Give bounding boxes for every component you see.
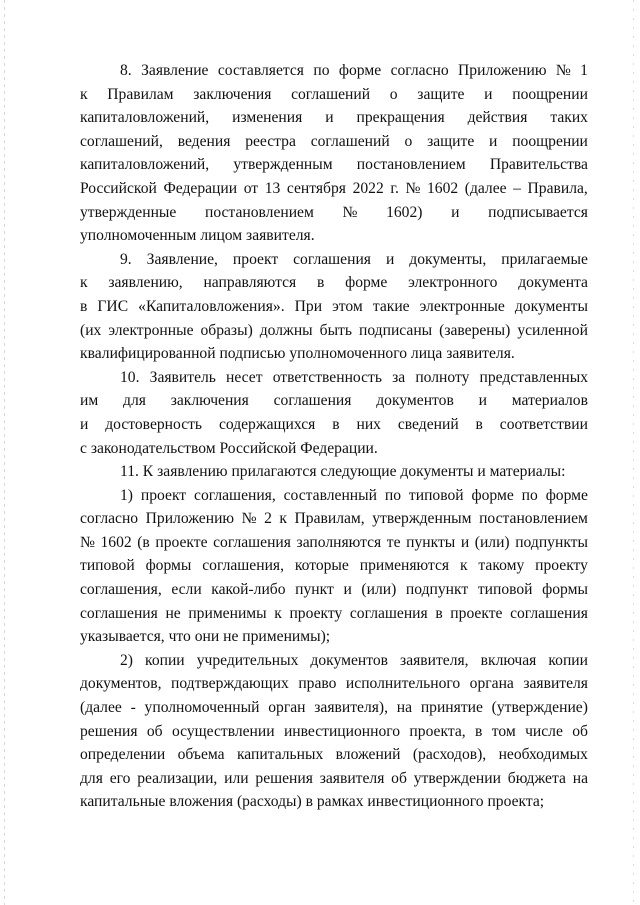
word: ГИС [97, 297, 129, 315]
word: формы [542, 581, 588, 599]
word: Правилам [107, 85, 174, 103]
word: подписаны [358, 321, 433, 339]
word: и [478, 392, 487, 410]
word: материалов [511, 392, 588, 410]
word: о [404, 132, 413, 150]
text-line [80, 743, 588, 767]
word: быть [319, 321, 352, 339]
text-line [80, 649, 588, 673]
text-line [80, 248, 588, 272]
word: соглашения [510, 604, 588, 622]
word: и [460, 533, 470, 551]
word: 2) [120, 651, 133, 669]
word: проекта, [409, 722, 466, 740]
word: 8. [120, 62, 132, 79]
word: такому [478, 557, 525, 575]
word: усиленной [517, 321, 588, 339]
word: согласно [390, 62, 449, 79]
word: капиталовложений, [80, 109, 210, 127]
word: 10. [120, 368, 140, 386]
word: об [146, 722, 163, 740]
word: принятие [420, 699, 483, 717]
word: проект [232, 250, 279, 268]
text-line [80, 578, 588, 602]
word: достоверность [105, 415, 203, 433]
text-line [80, 201, 588, 225]
word: подтверждающих [170, 675, 289, 693]
word: капитальных [236, 746, 324, 764]
word: заявлению, [108, 274, 183, 292]
word: должны [259, 321, 313, 339]
word: 2022 [352, 179, 384, 197]
text-line: указывается, что они не применимы); [80, 628, 331, 646]
word: по [313, 62, 330, 79]
word: 1602) [386, 203, 423, 221]
word: пункты [406, 533, 456, 551]
word: к [80, 85, 88, 103]
word: постановлением [204, 203, 314, 221]
word: представленных [479, 368, 588, 386]
word: и [489, 132, 498, 150]
word: 1) [120, 486, 133, 504]
word: том [491, 722, 516, 740]
word: составляется [217, 62, 304, 79]
text-line [80, 366, 588, 390]
word: поощрении [512, 132, 588, 150]
word: Федерации [163, 179, 238, 197]
word: Заявление, [146, 250, 218, 268]
word: и [385, 250, 395, 268]
word: документов, [80, 675, 162, 693]
word: 2 [264, 510, 272, 528]
word: к [274, 604, 282, 622]
scan-edge-right [633, 0, 634, 905]
word: осуществлении [171, 722, 275, 740]
word: утвержденные [80, 203, 177, 221]
word: уполномоченный [144, 699, 260, 717]
word: от [243, 179, 259, 197]
text-line: квалифицированной подписью уполномоченного лица заявителя. [80, 345, 515, 363]
word: поощрении [512, 85, 588, 103]
word: такие [372, 297, 410, 315]
word: – [513, 179, 521, 197]
word: № [241, 510, 257, 528]
text-line [80, 672, 588, 696]
word: форме [345, 274, 388, 292]
word: соглашения [349, 604, 428, 622]
word: № [342, 203, 358, 221]
word: 13 [264, 179, 281, 197]
paragraph-10 [80, 366, 588, 460]
word: сведений [397, 415, 459, 433]
word: подписывается [488, 203, 588, 221]
word: проект [140, 486, 187, 504]
text-line [80, 767, 588, 791]
word: соглашения, [194, 486, 276, 504]
word: составленный [283, 486, 377, 504]
word: в [475, 415, 483, 433]
paragraph-9 [80, 248, 588, 366]
text-line: капитальные вложения (расходы) в рамках инвестиционного проекта; [80, 793, 545, 811]
word: вложений [335, 746, 401, 764]
paragraph-8 [80, 59, 588, 248]
word: копии [145, 651, 185, 669]
word: в [475, 722, 483, 740]
word: о [389, 85, 398, 103]
list-item-2 [80, 649, 588, 814]
word: заявителя), [314, 699, 388, 717]
word: согласно [80, 510, 139, 528]
word: (или) [361, 581, 397, 599]
word: (или) [474, 533, 510, 551]
word: типовой [80, 557, 135, 575]
word: заполняются [296, 533, 382, 551]
scan-edge-left [4, 0, 5, 905]
word: документы, [409, 250, 487, 268]
word: капиталовложений, [80, 156, 210, 174]
word: Заявление [141, 62, 209, 79]
word: защите [427, 132, 475, 150]
word: определении [80, 746, 166, 764]
word: проекте [450, 604, 503, 622]
word: право [298, 675, 337, 693]
text-line [80, 153, 588, 177]
word: необходимых [498, 746, 588, 764]
word: них [356, 415, 381, 433]
word: соглашения, [80, 581, 162, 599]
word: Правительства [489, 156, 588, 174]
word: несет [226, 368, 263, 386]
word: содержащихся [218, 415, 316, 433]
word: полноту [415, 368, 470, 386]
word: постановлением [479, 510, 588, 528]
document-body [80, 59, 588, 814]
word: (далее [80, 699, 122, 717]
text-line [80, 484, 588, 508]
word: сентября [286, 179, 346, 197]
word: по [384, 486, 402, 504]
word: (в [137, 533, 150, 551]
word: действия [467, 109, 528, 127]
word: и [325, 109, 334, 127]
word: - [130, 699, 136, 717]
word: утвержденным [372, 510, 472, 528]
text-line: уполномоченным лицом заявителя. [80, 227, 315, 245]
word: к [80, 274, 88, 292]
text-line: 11. К заявлению прилагаются следующие документы и материалы: [120, 463, 566, 481]
word: решения [255, 769, 313, 787]
word: форме [338, 62, 382, 79]
word: и [343, 581, 352, 599]
word: типовой [408, 486, 464, 504]
word: Заявитель [149, 368, 216, 386]
word: (далее [464, 179, 507, 197]
word: в [80, 297, 88, 315]
word: реестра [245, 132, 296, 150]
word: г. [390, 179, 399, 197]
text-line [80, 389, 588, 413]
word: заключения [193, 85, 272, 103]
text-line [80, 507, 588, 531]
text-line [80, 319, 588, 343]
word: в [435, 604, 443, 622]
word: защите [417, 85, 465, 103]
word: соглашения, [202, 557, 284, 575]
word: изменения [232, 109, 303, 127]
word: этом [332, 297, 363, 315]
word: и [451, 203, 460, 221]
word: ответственность [272, 368, 382, 386]
word: не [165, 604, 181, 622]
word: исполнительного [345, 675, 461, 693]
word: № [405, 179, 421, 197]
word: утверждении [413, 769, 501, 787]
word: Правилам, [294, 510, 365, 528]
word: соглашения [80, 604, 158, 622]
word: форме [471, 486, 514, 504]
text-line [80, 177, 588, 201]
text-line [80, 83, 588, 107]
word: подпункты [515, 533, 588, 551]
word: При [294, 297, 323, 315]
word: к [279, 510, 287, 528]
word: или [224, 769, 249, 787]
word: для [80, 769, 103, 787]
word: и [484, 85, 493, 103]
word: (расходов), [412, 746, 487, 764]
word: соглашения [273, 392, 352, 410]
word: если [171, 581, 202, 599]
text-line [80, 295, 588, 319]
word: документа [518, 274, 588, 292]
word: документов [310, 651, 388, 669]
word: по [521, 486, 538, 504]
word: применяются [359, 557, 450, 575]
word: (заверены) [439, 321, 511, 339]
word: соответствии [499, 415, 588, 433]
word: утвержденным [233, 156, 333, 174]
word: прекращения [356, 109, 445, 127]
word: объема [177, 746, 225, 764]
word: заключения [170, 392, 249, 410]
word: электронного [408, 274, 498, 292]
word: «Капиталовложения». [138, 297, 285, 315]
word: Приложению [145, 510, 235, 528]
word: числе [525, 722, 563, 740]
text-line [80, 413, 588, 437]
word: соглашений, [80, 132, 163, 150]
text-line [80, 554, 588, 578]
word: к [459, 557, 468, 575]
text-line [80, 106, 588, 130]
word: органа [469, 675, 514, 693]
word: какой-либо [211, 581, 286, 599]
word: (утверждение) [491, 699, 588, 717]
word: им [80, 392, 99, 410]
word: 1602 [100, 533, 132, 551]
word: в [316, 274, 325, 292]
word: № [555, 62, 571, 79]
word: 1 [580, 62, 588, 79]
text-line [80, 271, 588, 295]
word: соглашения [213, 533, 291, 551]
word: и [80, 415, 89, 433]
word: орган [268, 699, 306, 717]
word: электронные [419, 297, 505, 315]
text-line [80, 59, 588, 83]
word: учредительных [196, 651, 299, 669]
word: постановлением [356, 156, 466, 174]
word: заявителя [319, 769, 385, 787]
word: инвестиционного [283, 722, 401, 740]
word: заявителя, [400, 651, 469, 669]
word: которые [294, 557, 349, 575]
word: для [123, 392, 146, 410]
word: 1602 [426, 179, 459, 197]
word: № [80, 533, 95, 551]
word: соглашений [310, 132, 390, 150]
word: подпункт [405, 581, 469, 599]
word: на [572, 769, 588, 787]
word: в [332, 415, 340, 433]
word: за [392, 368, 406, 386]
word: на [396, 699, 413, 717]
text-line: с законодательством Российской Федерации. [80, 439, 378, 457]
word: формы [145, 557, 192, 575]
word: соглашений [291, 85, 371, 103]
word: прилагаемые [501, 250, 588, 268]
word: решения [80, 722, 138, 740]
word: документы [514, 297, 588, 315]
word: 9. [120, 250, 132, 268]
word: типовой [477, 581, 533, 599]
text-line [80, 531, 588, 555]
word: об [391, 769, 407, 787]
word: пункт [295, 581, 334, 599]
word: Российской [80, 179, 157, 197]
word: (их [80, 321, 102, 339]
word: электронные [108, 321, 194, 339]
word: образы) [200, 321, 253, 339]
text-line [80, 696, 588, 720]
word: проекту [535, 557, 588, 575]
word: Приложению [458, 62, 547, 79]
text-line [80, 130, 588, 154]
text-line [80, 602, 588, 626]
word: соглашения [293, 250, 371, 268]
text-line [80, 720, 588, 744]
word: его [109, 769, 131, 787]
word: документов [376, 392, 454, 410]
word: реализации, [137, 769, 218, 787]
word: проекте [155, 533, 208, 551]
word: те [386, 533, 401, 551]
word: форме [545, 486, 588, 504]
word: ведения [177, 132, 231, 150]
word: включая [480, 651, 537, 669]
word: таких [550, 109, 588, 127]
word: Правила, [527, 179, 588, 197]
word: копии [548, 651, 588, 669]
word: применимы [188, 604, 267, 622]
paragraph-11 [80, 460, 588, 484]
word: проекту [289, 604, 343, 622]
word: направляются [203, 274, 297, 292]
word: об [572, 722, 588, 740]
word: заявителя [523, 675, 588, 693]
word: бюджета [507, 769, 566, 787]
list-item-1 [80, 484, 588, 649]
